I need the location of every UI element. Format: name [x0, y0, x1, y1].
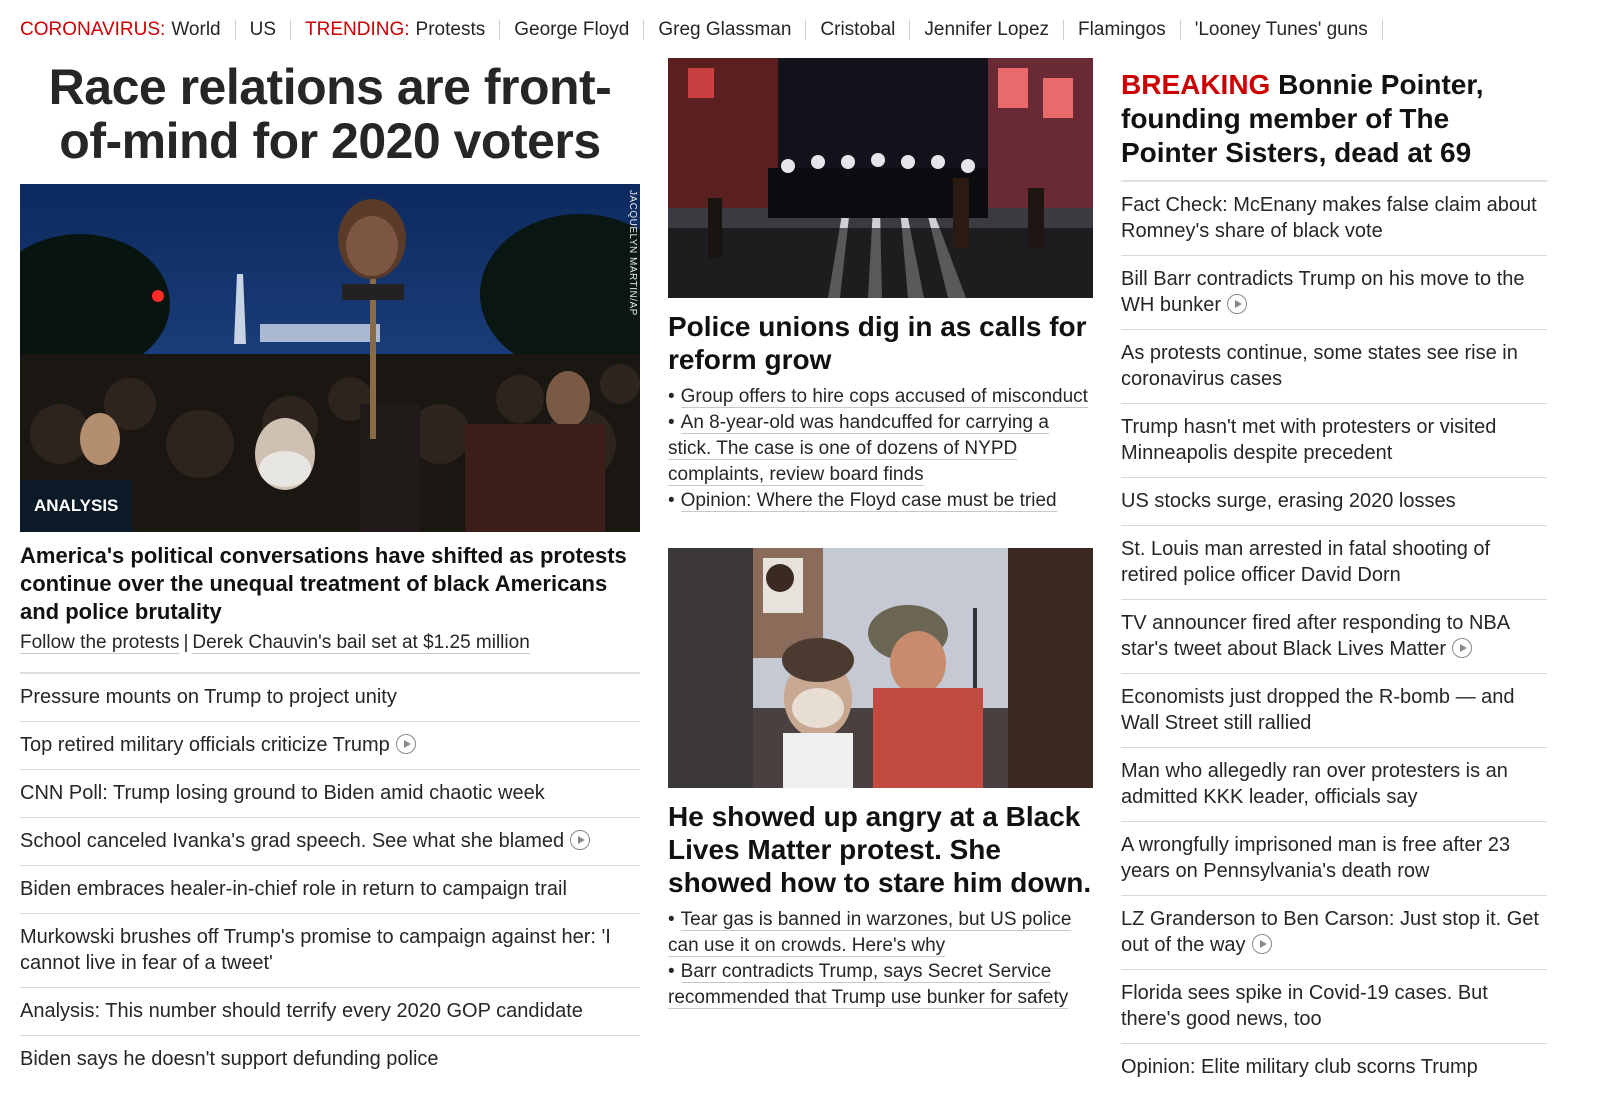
- lead-story-links: [20, 632, 640, 654]
- divider: [235, 20, 236, 40]
- list-item[interactable]: Biden embraces healer-in-chief role in return to campaign trail: [20, 865, 640, 913]
- pipe-separator: |: [183, 632, 189, 653]
- breaking-text: Bonnie Pointer, founding member of The Pointer Sisters, dead at 69: [1121, 69, 1484, 168]
- list-item[interactable]: CNN Poll: Trump losing ground to Biden amid chaotic week: [20, 769, 640, 817]
- police-line-image[interactable]: [668, 58, 1093, 298]
- list-item[interactable]: Opinion: Elite military club scorns Trump: [1121, 1043, 1547, 1091]
- police-unions-headline[interactable]: Police unions dig in as calls for reform grow: [668, 311, 1087, 375]
- topbar-link-world[interactable]: World: [171, 19, 221, 40]
- list-item[interactable]: Murkowski brushes off Trump's promise to campaign against her: 'I cannot live in fear of a tweet': [20, 913, 640, 987]
- list-item[interactable]: Man who allegedly ran over protesters is an admitted KKK leader, officials say: [1121, 747, 1547, 821]
- divider: [909, 20, 910, 40]
- photo-credit: JACQUELYN MARTIN/AP: [627, 190, 638, 316]
- list-item[interactable]: LZ Granderson to Ben Carson: Just stop it. Get out of the way: [1121, 895, 1547, 969]
- police-line-photo: [668, 58, 1093, 298]
- blm-protest-bullets: [668, 907, 1093, 1011]
- play-video-icon: [396, 734, 416, 754]
- trending-bar: [20, 16, 1397, 44]
- analysis-badge: ANALYSIS: [20, 480, 132, 532]
- blm-protest-headline[interactable]: He showed up angry at a Black Lives Matter protest. She showed how to stare him down.: [668, 801, 1092, 898]
- chauvin-bail-link[interactable]: Derek Chauvin's bail set at $1.25 million: [192, 632, 530, 653]
- topbar-link-cristobal[interactable]: Cristobal: [820, 19, 896, 40]
- play-video-icon: [1452, 638, 1472, 658]
- play-video-icon: [1227, 294, 1247, 314]
- topbar-link-george-floyd[interactable]: George Floyd: [514, 19, 630, 40]
- protest-confrontation-photo: [668, 548, 1093, 788]
- bullet-link[interactable]: • Group offers to hire cops accused of misconduct: [668, 386, 1088, 407]
- topbar-link-protests[interactable]: Protests: [415, 19, 486, 40]
- list-item[interactable]: Florida sees spike in Covid-19 cases. But there's good news, too: [1121, 969, 1547, 1043]
- divider: [499, 20, 500, 40]
- breaking-label: BREAKING: [1121, 69, 1271, 100]
- divider: [1382, 20, 1383, 40]
- follow-protests-link[interactable]: Follow the protests: [20, 632, 180, 653]
- divider: [1180, 20, 1181, 40]
- bullet-link[interactable]: • An 8-year-old was handcuffed for carrying a stick. The case is one of dozens of NYPD complaints, review board finds: [668, 412, 1049, 485]
- list-item[interactable]: As protests continue, some states see rise in coronavirus cases: [1121, 329, 1547, 403]
- list-item[interactable]: TV announcer fired after responding to NBA star's tweet about Black Lives Matter: [1121, 599, 1547, 673]
- divider: [1063, 20, 1064, 40]
- bullet-link[interactable]: • Barr contradicts Trump, says Secret Service recommended that Trump use bunker for safety: [668, 961, 1069, 1008]
- blm-protest-image[interactable]: [668, 548, 1093, 788]
- list-item[interactable]: A wrongfully imprisoned man is free after 23 years on Pennsylvania's death row: [1121, 821, 1547, 895]
- play-video-icon: [570, 830, 590, 850]
- play-video-icon: [1252, 934, 1272, 954]
- list-item[interactable]: Trump hasn't met with protesters or visited Minneapolis despite precedent: [1121, 403, 1547, 477]
- lead-story-caption[interactable]: America's political conversations have shifted as protests continue over the unequal treatment of black Americans and police brutality: [20, 543, 627, 624]
- list-item[interactable]: Biden says he doesn't support defunding police: [20, 1035, 640, 1083]
- coronavirus-label: CORONAVIRUS:: [20, 19, 166, 40]
- list-item[interactable]: Economists just dropped the R-bomb — and Wall Street still rallied: [1121, 673, 1547, 747]
- divider: [290, 20, 291, 40]
- list-item[interactable]: Pressure mounts on Trump to project unity: [20, 672, 640, 721]
- list-item[interactable]: School canceled Ivanka's grad speech. See what she blamed: [20, 817, 640, 865]
- lead-story-image[interactable]: [20, 184, 640, 532]
- topbar-link-greg-glassman[interactable]: Greg Glassman: [658, 19, 792, 40]
- divider: [805, 20, 806, 40]
- list-item[interactable]: US stocks surge, erasing 2020 losses: [1121, 477, 1547, 525]
- middle-column: [668, 58, 1093, 1011]
- latest-news-column: [1121, 58, 1547, 1091]
- divider: [643, 20, 644, 40]
- topbar-link-jennifer-lopez[interactable]: Jennifer Lopez: [924, 19, 1050, 40]
- list-item[interactable]: Bill Barr contradicts Trump on his move to the WH bunker: [1121, 255, 1547, 329]
- latest-news-list: [1121, 180, 1547, 1091]
- blm-protest-story: [668, 548, 1093, 1011]
- lead-story-list: [20, 672, 640, 1083]
- bullet-link[interactable]: • Opinion: Where the Floyd case must be tried: [668, 490, 1057, 511]
- topbar-link-looney-tunes[interactable]: 'Looney Tunes' guns: [1194, 19, 1368, 40]
- police-unions-story: [668, 58, 1093, 514]
- topbar-link-flamingos[interactable]: Flamingos: [1078, 19, 1166, 40]
- lead-story-column: [20, 58, 640, 1083]
- police-unions-bullets: [668, 384, 1093, 514]
- list-item[interactable]: Analysis: This number should terrify every 2020 GOP candidate: [20, 987, 640, 1035]
- list-item[interactable]: Fact Check: McEnany makes false claim about Romney's share of black vote: [1121, 180, 1547, 255]
- trending-label: TRENDING:: [305, 19, 410, 40]
- topbar-link-us[interactable]: US: [249, 19, 277, 40]
- bullet-link[interactable]: • Tear gas is banned in warzones, but US police can use it on crowds. Here's why: [668, 909, 1072, 956]
- breaking-headline[interactable]: [1121, 68, 1547, 170]
- lead-headline[interactable]: Race relations are front-of-mind for 2020 voters: [48, 59, 612, 169]
- list-item[interactable]: St. Louis man arrested in fatal shooting of retired police officer David Dorn: [1121, 525, 1547, 599]
- list-item[interactable]: Top retired military officials criticize Trump: [20, 721, 640, 769]
